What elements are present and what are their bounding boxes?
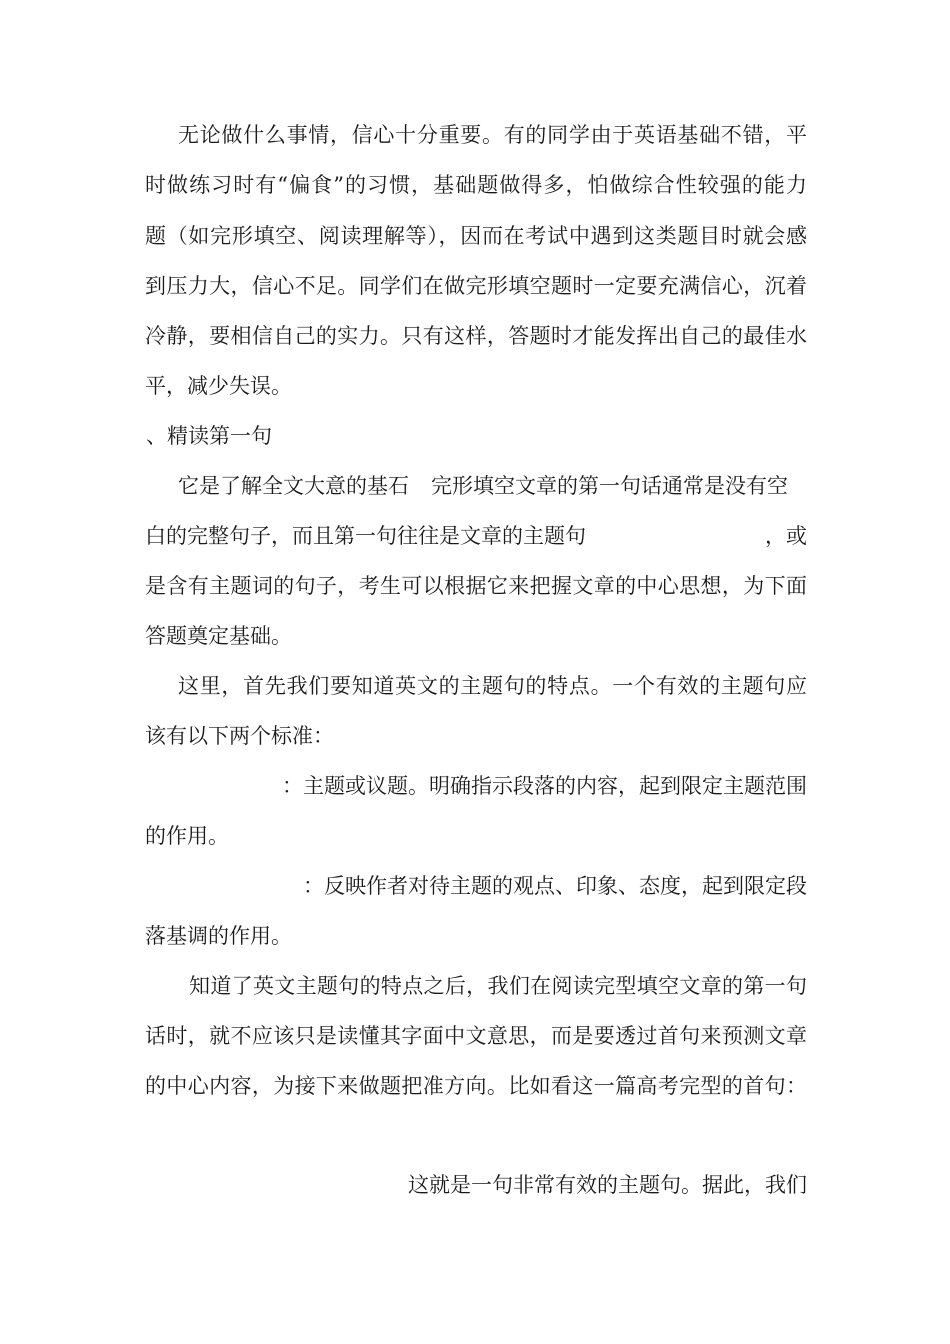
paragraph-line: 平，减少失误。 xyxy=(145,374,292,398)
text-run: 它是了解全文大意的基石 xyxy=(178,474,409,498)
section-heading: 、精读第一句 xyxy=(146,424,272,448)
paragraph-line: 到压力大，信心不足。同学们在做完形填空题时一定要充满信心，沉着 xyxy=(145,274,807,298)
paragraph-line: 答题奠定基础。 xyxy=(145,624,292,648)
paragraph-line: 是含有主题词的句子，考生可以根据它来把握文章的中心思想，为下面 xyxy=(145,574,807,598)
text-run: ，或 xyxy=(765,524,807,548)
paragraph-line: 话时，就不应该只是读懂其字面中文意思，而是要透过首句来预测文章 xyxy=(145,1024,807,1048)
paragraph-line: ：主题或议题。明确指示段落的内容，起到限定主题范围 xyxy=(282,774,807,798)
paragraph-line: 无论做什么事情，信心十分重要。有的同学由于英语基础不错，平 xyxy=(178,123,807,147)
paragraph-line: 题（如完形填空、阅读理解等），因而在考试中遇到这类题目时就会感 xyxy=(145,224,807,248)
text-run: 完形填空文章的第一句话通常是没有空 xyxy=(431,474,788,498)
paragraph-line: 该有以下两个标准： xyxy=(145,724,334,748)
text-run: 白的完整句子，而且第一句往往是文章的主题句 xyxy=(145,524,586,548)
paragraph-line xyxy=(145,472,807,500)
paragraph-line: 冷静，要相信自己的实力。只有这样，答题时才能发挥出自己的最佳水 xyxy=(145,324,807,348)
paragraph-line: 的中心内容，为接下来做题把准方向。比如看这一篇高考完型的首句： xyxy=(145,1074,807,1098)
paragraph-line: ：反映作者对待主题的观点、印象、态度，起到限定段 xyxy=(303,874,807,898)
paragraph-line: 的作用。 xyxy=(145,824,229,848)
paragraph-line: 这里，首先我们要知道英文的主题句的特点。一个有效的主题句应 xyxy=(178,674,807,698)
paragraph-line: 知道了英文主题句的特点之后，我们在阅读完型填空文章的第一句 xyxy=(189,974,807,998)
paragraph-line xyxy=(145,522,807,550)
paragraph-line: 落基调的作用。 xyxy=(145,924,292,948)
paragraph-line: 这就是一句非常有效的主题句。据此，我们 xyxy=(408,1173,807,1197)
paragraph-line: 时做练习时有“偏食”的习惯，基础题做得多，怕做综合性较强的能力 xyxy=(145,173,807,197)
